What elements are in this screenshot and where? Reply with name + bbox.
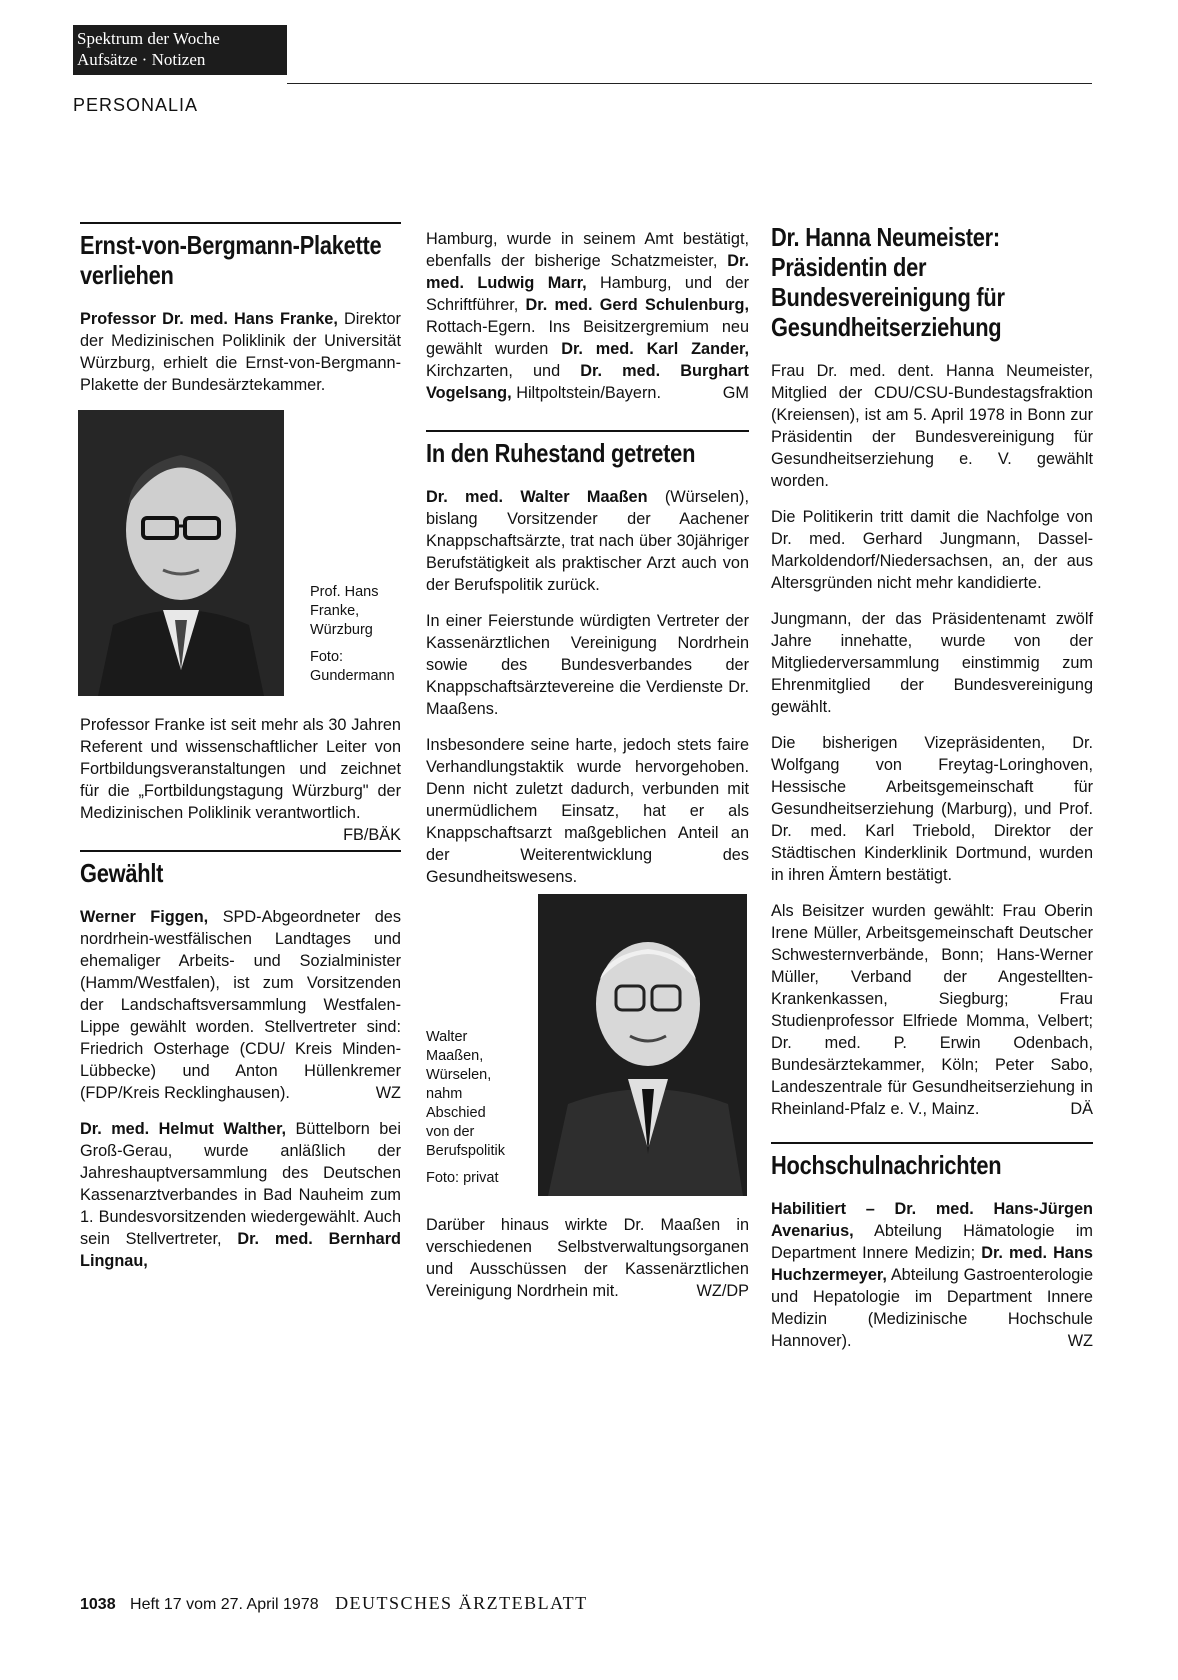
portrait-photo-maassen xyxy=(538,894,747,1196)
article-title-bergmann: Ernst-von-Bergmann-Plakette verliehen xyxy=(80,230,382,290)
person-name: Habilitiert – Dr. med. Hans-Jürgen Avenarius, xyxy=(771,1200,1093,1240)
paragraph-text: Darüber hinaus wirkte Dr. Maaßen in verschiedenen Selbstverwaltungsorganen und Ausschüssen der Kassenärztlichen Vereinigung Nordrhein mit. xyxy=(426,1216,749,1300)
person-name: Dr. med. Gerd Schulenburg, xyxy=(525,296,749,314)
paragraph xyxy=(426,486,749,596)
person-name: Professor Dr. med. Hans Franke, xyxy=(80,310,338,328)
photo-caption xyxy=(426,1028,512,1196)
photo-credit: Foto: privat xyxy=(426,1170,499,1186)
column-rule xyxy=(771,1142,1093,1144)
paragraph-text: Abteilung Hämatologie im Department Innere Medizin; xyxy=(771,1222,1093,1262)
header-line-2: Aufsätze · Notizen xyxy=(77,50,206,69)
column-1 xyxy=(80,230,401,1286)
person-name: Dr. med. Hans Huchzermeyer, xyxy=(771,1244,1093,1284)
paragraph xyxy=(771,900,1093,1120)
paragraph: Frau Dr. med. dent. Hanna Neumeister, Mitglied der CDU/CSU-Bundestagsfraktion (Kreiensen), ist am 5. April 1978 in Bonn zur Präsidentin der Bundesvereinigung für Gesundheitserziehung e. V. gewählt worden. xyxy=(771,362,1093,490)
person-name: Dr. med. Helmut Walther, xyxy=(80,1120,287,1138)
author-signature: WZ xyxy=(1067,1332,1093,1350)
paragraph-text: SPD-Abgeordneter des nordrhein-westfälischen Landtages und ehemaliger Arbeits- und Sozialminister (Hamm/Westfalen), ist zum Vorsitzenden der Landschaftsversammlung Westfalen-Lippe gewählt worden. Stellvertreter sind: Friedrich Osterhage (CDU/ Kreis Minden-Lübbecke) und Anton Hüllenkremer (FDP/Kreis Recklinghausen). xyxy=(80,908,401,1102)
article-title-neumeister: Dr. Hanna Neumeister: Präsidentin der Bundesvereinigung für Gesundheitserziehung xyxy=(771,222,1005,342)
person-name: Dr. med. Burghart Vogelsang, xyxy=(426,362,749,402)
paragraph: Die bisherigen Vizepräsidenten, Dr. Wolfgang von Freytag-Loringhoven, Hessische Arbeitsgemeinschaft für Gesundheitserziehung (Marburg), und Prof. Dr. med. Karl Triebold, Direktor der Städtischen Kinderklinik Dortmund, wurden in ihren Ämtern bestätigt. xyxy=(771,734,1093,884)
photo-block-franke xyxy=(80,410,401,696)
page-footer xyxy=(80,1593,588,1614)
column-3 xyxy=(771,222,1093,1366)
paragraph-text: Hamburg, und der Schriftführer, xyxy=(426,274,749,314)
paragraph-text: (Würselen), bislang Vorsitzender der Aachener Knappschaftsärzte, trat nach über 30jähriger Berufstätigkeit als praktischer Arzt auch von der Berufspolitik zurück. xyxy=(426,488,749,594)
paragraph xyxy=(80,308,401,396)
header-line-1: Spektrum der Woche xyxy=(77,29,220,48)
paragraph xyxy=(426,228,749,404)
author-signature: GM xyxy=(722,384,749,402)
issue-info: Heft 17 vom 27. April 1978 xyxy=(130,1596,319,1613)
paragraph-text: Hamburg, wurde in seinem Amt bestätigt, ebenfalls der bisherige Schatzmeister, xyxy=(426,230,749,270)
article-title-hochschule: Hochschulnachrichten xyxy=(771,1150,1002,1180)
header-rule xyxy=(287,83,1092,84)
caption-text: Walter Maaßen, Würselen, nahm Abschied von der Berufspolitik xyxy=(426,1029,505,1159)
person-name: Dr. med. Bernhard Lingnau, xyxy=(80,1230,401,1270)
paragraph-text: Kirchzarten, und xyxy=(426,362,561,380)
paragraph-text: Abteilung Gastroenterologie und Hepatologie im Department Innere Medizin (Medizinische Hochschule Hannover). xyxy=(771,1266,1093,1350)
section-label: PERSONALIA xyxy=(73,95,199,115)
paragraph-text: Hiltpoltstein/Bayern. xyxy=(516,384,661,402)
author-signature: FB/BÄK xyxy=(343,826,401,844)
person-name: Dr. med. Walter Maaßen xyxy=(426,488,648,506)
paragraph-text: Rottach-Egern. Ins Beisitzergremium neu gewählt wurden xyxy=(426,318,749,358)
column-rule xyxy=(80,850,401,852)
person-name: Dr. med. Karl Zander, xyxy=(561,340,749,358)
paragraph-text: Direktor der Medizinischen Poliklinik der Universität Würzburg, erhielt die Ernst-von-Bergmann-Plakette der Bundesärztekammer. xyxy=(80,310,401,394)
paragraph-text: Als Beisitzer wurden gewählt: Frau Oberin Irene Müller, Arbeitsgemeinschaft Deutscher Schwesternverbände, Bonn; Hans-Werner Müller, Verband der Angestellten-Krankenkassen, Siegburg; Frau Studienprofessor Elfriede Momma, Velbert; Dr. med. P. Erwin Odenbach, Bundesärztekammer, Köln; Peter Sabo, Landeszentrale für Gesundheitserziehung in Rheinland-Pfalz e. V., Mainz. xyxy=(771,902,1093,1118)
paragraph: Die Politikerin tritt damit die Nachfolge von Dr. med. Gerhard Jungmann, Dassel-Markoldendorf/Niedersachsen, an, der aus Altersgründen nicht mehr kandidierte. xyxy=(771,508,1093,592)
photo-caption xyxy=(310,583,401,694)
photo-block-maassen xyxy=(426,894,749,1196)
column-rule xyxy=(426,430,749,432)
section-header-box xyxy=(73,25,287,75)
paragraph: Jungmann, der das Präsidentenamt zwölf Jahre innehatte, wurde von der Mitgliederversammlung einstimmig zum Ehrenmitglied der Bundesvereinigung gewählt. xyxy=(771,610,1093,716)
paragraph xyxy=(80,714,401,844)
article-title-gewaehlt: Gewählt xyxy=(80,858,164,888)
person-name: Dr. med. Ludwig Marr, xyxy=(426,252,749,292)
portrait-photo-franke xyxy=(78,410,284,696)
paragraph xyxy=(80,1118,401,1272)
author-signature: WZ xyxy=(375,1084,401,1102)
person-name: Werner Figgen, xyxy=(80,908,209,926)
author-signature: WZ/DP xyxy=(696,1282,749,1300)
paragraph xyxy=(80,906,401,1104)
photo-credit: Foto: Gundermann xyxy=(310,649,395,684)
paragraph xyxy=(426,1214,749,1302)
caption-text: Prof. Hans Franke, Würzburg xyxy=(310,584,379,638)
paragraph xyxy=(771,1198,1093,1352)
paragraph: In einer Feierstunde würdigten Vertreter der Kassenärztlichen Vereinigung Nordrhein sowie des Bundesverbandes der Knappschaftsärztevereine die Verdienste Dr. Maaßens. xyxy=(426,612,749,718)
paragraph-text: Büttelborn bei Groß-Gerau, wurde anläßlich der Jahreshauptversammlung des Deutschen Kassenarztverbandes in Bad Nauheim zum 1. Bundesvorsitzenden wiedergewählt. Auch sein Stellvertreter, xyxy=(80,1120,401,1248)
author-signature: DÄ xyxy=(1070,1100,1093,1118)
page-number: 1038 xyxy=(80,1596,116,1613)
article-title-ruhestand: In den Ruhestand getreten xyxy=(426,438,696,468)
paragraph-text: Professor Franke ist seit mehr als 30 Jahren Referent und wissenschaftlicher Leiter von Fortbildungsveranstaltungen und zeichnet für die „Fortbildungstagung Würzburg" der Medizinischen Poliklinik verantwortlich. xyxy=(80,716,401,822)
column-rule xyxy=(80,222,401,224)
column-2 xyxy=(426,230,749,1316)
magazine-name: DEUTSCHES ÄRZTEBLATT xyxy=(335,1593,588,1613)
paragraph: Insbesondere seine harte, jedoch stets faire Verhandlungstaktik wurde hervorgehoben. Denn nicht zuletzt dadurch, verbunden mit unermüdlichem Einsatz, hat er als Knappschaftsarzt maßgeblichen Anteil an der Weiterentwicklung des Gesundheitswesens. xyxy=(426,736,749,886)
